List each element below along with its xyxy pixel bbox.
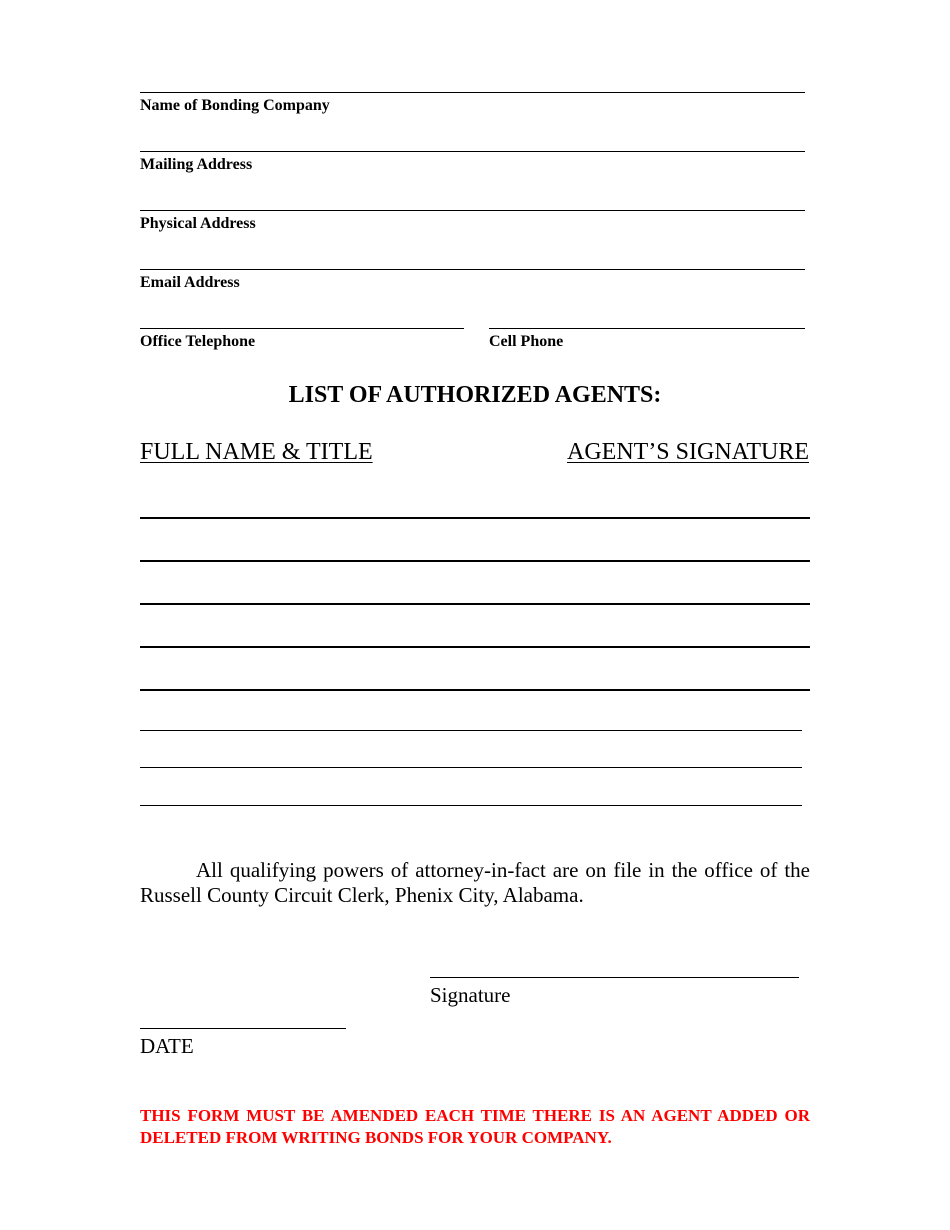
agent-row-line[interactable] <box>140 767 802 768</box>
date-line[interactable] <box>140 1028 346 1029</box>
signature-label: Signature <box>430 983 511 1007</box>
email-address-label: Email Address <box>140 274 240 291</box>
agent-row-line[interactable] <box>140 730 802 731</box>
cell-phone-line[interactable] <box>489 328 805 329</box>
agent-signature-header: AGENT’S SIGNATURE <box>567 439 809 465</box>
office-telephone-label: Office Telephone <box>140 333 256 350</box>
agent-row-line[interactable] <box>140 560 810 562</box>
email-address-line[interactable] <box>140 269 805 270</box>
company-name-label: Name of Bonding Company <box>140 97 330 114</box>
physical-address-line[interactable] <box>140 210 805 211</box>
mailing-address-label: Mailing Address <box>140 156 253 173</box>
amendment-notice: THIS FORM MUST BE AMENDED EACH TIME THERE IS AN AGENT ADDED OR DELETED FROM WRITING BONDS FOR YOUR COMPANY. <box>140 1106 810 1147</box>
agent-row-line[interactable] <box>140 805 802 806</box>
company-name-line[interactable] <box>140 92 805 93</box>
office-telephone-line[interactable] <box>140 328 464 329</box>
agent-row-line[interactable] <box>140 646 810 648</box>
agent-row-line[interactable] <box>140 517 810 519</box>
agent-row-line[interactable] <box>140 689 810 691</box>
cell-phone-label: Cell Phone <box>489 333 564 350</box>
date-label: DATE <box>140 1034 194 1058</box>
mailing-address-line[interactable] <box>140 151 805 152</box>
physical-address-label: Physical Address <box>140 215 256 232</box>
agents-heading: LIST OF AUTHORIZED AGENTS: <box>288 382 662 408</box>
full-name-title-header: FULL NAME & TITLE <box>140 439 373 465</box>
signature-line[interactable] <box>430 977 799 978</box>
agent-row-line[interactable] <box>140 603 810 605</box>
powers-of-attorney-statement: All qualifying powers of attorney-in-fact are on file in the office of the Russell County Circuit Clerk, Phenix City, Alabama. <box>140 858 810 907</box>
